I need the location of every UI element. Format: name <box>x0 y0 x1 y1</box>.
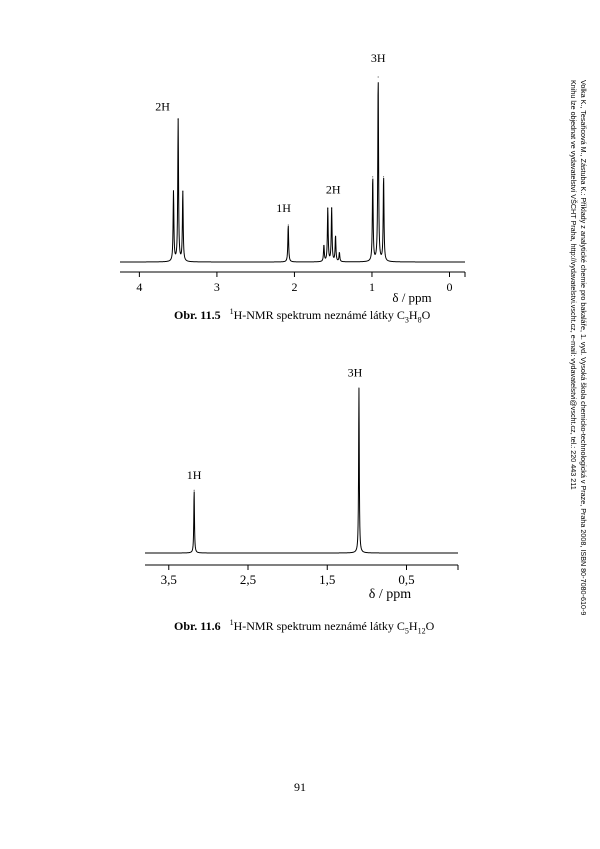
formula-1 <box>404 308 431 325</box>
side-note <box>568 80 588 615</box>
chart-2-annotation-1: 3H <box>347 365 363 380</box>
isotope-mass-1: 1 <box>229 307 234 316</box>
chart-1-tick-label-3: 1 <box>368 280 375 294</box>
chart-2-peak-0 <box>194 490 195 491</box>
formula-2-subscript-0: 5 <box>404 626 409 636</box>
chart-1-annotation-1: 1H <box>276 201 291 216</box>
caption-text-1: H-NMR spektrum neznámé látky C <box>233 308 405 322</box>
chart-2-tick-label-0: 3,5 <box>160 572 177 587</box>
formula-1-element-2: O <box>421 308 431 322</box>
chart-1-tick-label-0: 4 <box>136 280 143 294</box>
formula-2 <box>404 619 435 636</box>
formula-1-subscript-0: 3 <box>404 315 409 325</box>
chart-2-x-axis-label: δ / ppm <box>368 587 412 602</box>
chart-1-x-axis-label: δ / ppm <box>392 290 432 305</box>
chart-1-annotation-3: 3H <box>370 51 386 66</box>
chart-1-tick-label-2: 2 <box>291 280 298 294</box>
isotope-mass-2: 1 <box>229 618 234 627</box>
formula-2-element-1: H <box>408 619 418 633</box>
formula-1-subscript-1: 8 <box>417 315 422 325</box>
side-note-line-2: Knihu lze objednat ve vydavatelství VŠCHT Praha, http://vydavatelstvi.vscht.cz, e-mail: vydavatelstvi@vscht.cz, tel.: 220 443 211 <box>569 80 578 490</box>
chart-2-tick-label-3: 0,5 <box>398 572 415 587</box>
chart-2-peak-1 <box>358 388 359 389</box>
page-number: 91 <box>294 780 306 794</box>
formula-2-element-2: O <box>425 619 435 633</box>
side-note-line-1: Volka K., Tesařicová M., Zástuba K.: Příklady z analytické chemie pro bakaláře, 1. vyd. Vysoká škola chemicko-technologická v Praze, Praha 2008, ISBN 80-7080-610-9 <box>579 80 588 616</box>
figure-label-2: Obr. 11.6 <box>174 619 221 633</box>
figure-caption-1 <box>174 307 430 324</box>
formula-2-subscript-1: 12 <box>417 626 426 636</box>
chart-2-annotation-0: 1H <box>186 467 202 482</box>
chart-2-tick-label-2: 1,5 <box>319 572 336 587</box>
chart-1-tick-label-4: 0 <box>446 280 453 294</box>
formula-1-element-1: H <box>408 308 418 322</box>
chart-2-tick-label-1: 2,5 <box>239 572 257 587</box>
chart-1-tick-label-1: 3 <box>213 280 220 294</box>
chart-1-annotation-2: 2H <box>325 182 341 197</box>
caption-text-2: H-NMR spektrum neznámé látky C <box>233 619 405 633</box>
figure-caption-2 <box>174 618 434 635</box>
figure-label-1: Obr. 11.5 <box>174 308 221 322</box>
chart-1-annotation-0: 2H <box>155 99 170 114</box>
